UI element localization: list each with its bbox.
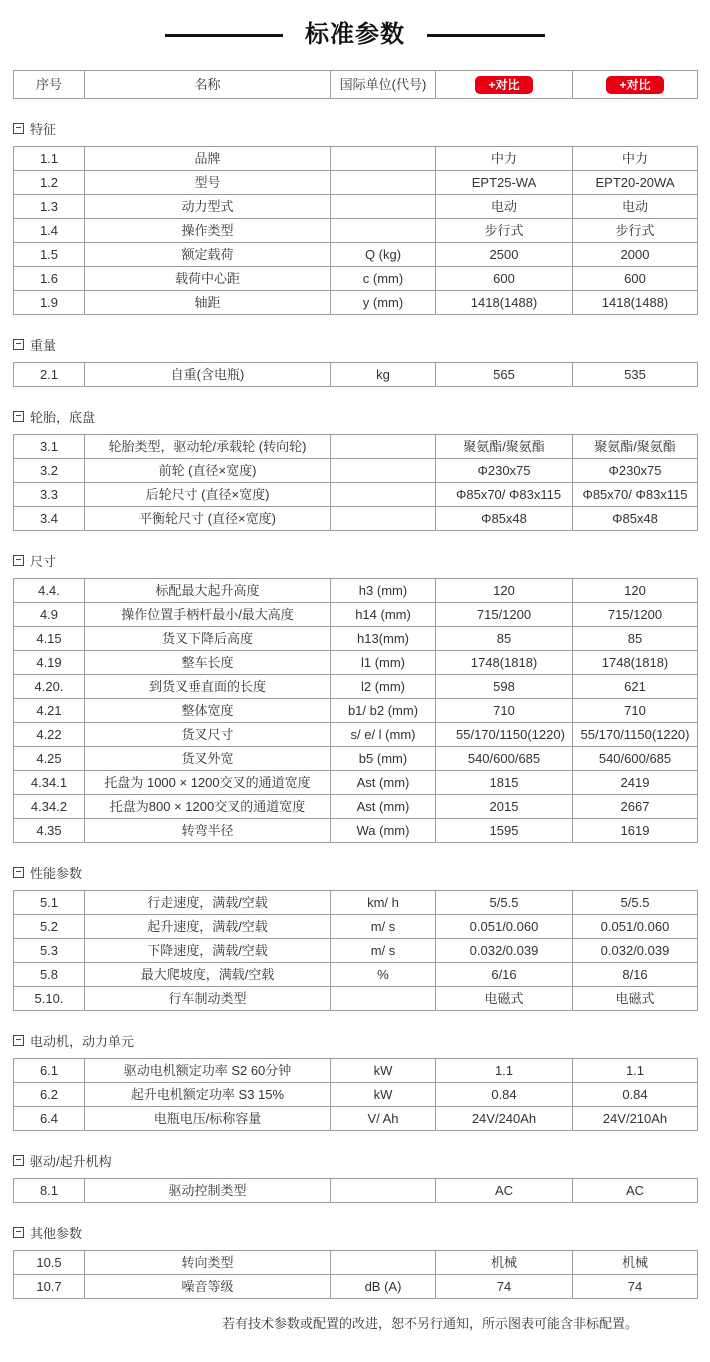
row-no: 5.3 [14, 938, 85, 962]
collapse-minus-icon[interactable] [13, 1227, 24, 1238]
table-row [14, 1178, 698, 1202]
row-name: 噪音等级 [85, 1274, 331, 1298]
row-value-2: 中力 [573, 146, 698, 170]
row-no: 4.35 [14, 818, 85, 842]
row-value-1: 600 [436, 266, 573, 290]
section-table [13, 1058, 698, 1131]
columns-header-row [14, 70, 698, 98]
table-row [14, 266, 698, 290]
row-no: 5.2 [14, 914, 85, 938]
collapse-minus-icon[interactable] [13, 411, 24, 422]
section-6 [13, 1151, 697, 1203]
row-name: 额定载荷 [85, 242, 331, 266]
row-value-2: 0.032/0.039 [573, 938, 698, 962]
row-value-1: 聚氨酯/聚氨酯 [436, 434, 573, 458]
table-row [14, 1274, 698, 1298]
collapse-minus-icon[interactable] [13, 339, 24, 350]
table-row [14, 170, 698, 194]
section-header [13, 1151, 697, 1170]
footer-note: 若有技术参数或配置的改进，恕不另行通知，所示图表可能含非标配置。 [221, 1315, 638, 1331]
columns-header-table [13, 70, 698, 99]
row-name: 整体宽度 [85, 698, 331, 722]
row-unit: Ast (mm) [331, 770, 436, 794]
column-header-no: 序号 [14, 70, 85, 98]
collapse-minus-icon[interactable] [13, 555, 24, 566]
section-label-text: 尺寸 [30, 553, 57, 569]
row-value-2: 电动 [573, 194, 698, 218]
row-value-1: AC [436, 1178, 573, 1202]
row-value-2: Φ230x75 [573, 458, 698, 482]
row-value-2: 2000 [573, 242, 698, 266]
table-row [14, 1058, 698, 1082]
row-no: 3.3 [14, 482, 85, 506]
row-value-2: 8/16 [573, 962, 698, 986]
row-unit [331, 986, 436, 1010]
table-row [14, 1250, 698, 1274]
column-header-unit: 国际单位(代号) [331, 70, 436, 98]
row-no: 5.10. [14, 986, 85, 1010]
row-name: 前轮 (直径×宽度) [85, 458, 331, 482]
row-value-2: 0.84 [573, 1082, 698, 1106]
row-no: 4.20. [14, 674, 85, 698]
section-table [13, 1250, 698, 1299]
row-name: 品牌 [85, 146, 331, 170]
row-name: 货叉尺寸 [85, 722, 331, 746]
row-value-1: 电磁式 [436, 986, 573, 1010]
row-value-2: 715/1200 [573, 602, 698, 626]
row-value-1: 540/600/685 [436, 746, 573, 770]
row-value-2: 540/600/685 [573, 746, 698, 770]
row-name: 电瓶电压/标称容量 [85, 1106, 331, 1130]
section-table [13, 1178, 698, 1203]
row-unit: l2 (mm) [331, 674, 436, 698]
table-row [14, 482, 698, 506]
row-name: 转弯半径 [85, 818, 331, 842]
table-row [14, 746, 698, 770]
section-label-text: 电动机，动力单元 [30, 1033, 135, 1049]
section-header [13, 1223, 697, 1242]
compare-cell-1 [436, 70, 573, 98]
row-value-1: 6/16 [436, 962, 573, 986]
row-value-2: 120 [573, 578, 698, 602]
row-unit: Wa (mm) [331, 818, 436, 842]
row-value-1: 85 [436, 626, 573, 650]
row-value-1: 120 [436, 578, 573, 602]
row-no: 5.8 [14, 962, 85, 986]
table-row [14, 674, 698, 698]
row-no: 4.15 [14, 626, 85, 650]
row-name: 驱动控制类型 [85, 1178, 331, 1202]
table-row [14, 242, 698, 266]
row-value-1: 710 [436, 698, 573, 722]
row-no: 2.1 [14, 362, 85, 386]
row-value-2: 74 [573, 1274, 698, 1298]
table-row [14, 890, 698, 914]
table-row [14, 1082, 698, 1106]
row-unit [331, 458, 436, 482]
row-name: 行车制动类型 [85, 986, 331, 1010]
row-no: 6.4 [14, 1106, 85, 1130]
row-value-1: 电动 [436, 194, 573, 218]
row-value-1: 5/5.5 [436, 890, 573, 914]
row-value-2: Φ85x70/ Φ83x115 [573, 482, 698, 506]
row-value-1: 步行式 [436, 218, 573, 242]
table-row [14, 986, 698, 1010]
table-row [14, 434, 698, 458]
section-7 [13, 1223, 697, 1299]
row-value-1: Φ230x75 [436, 458, 573, 482]
row-name: 操作位置手柄杆最小/最大高度 [85, 602, 331, 626]
row-value-2: 1.1 [573, 1058, 698, 1082]
section-header [13, 1031, 697, 1050]
row-no: 1.4 [14, 218, 85, 242]
row-value-1: 机械 [436, 1250, 573, 1274]
section-label-text: 其他参数 [30, 1225, 83, 1241]
row-name: 托盘为800 × 1200交叉的通道宽度 [85, 794, 331, 818]
section-2 [13, 407, 697, 531]
row-value-2: 535 [573, 362, 698, 386]
section-header [13, 119, 697, 138]
row-no: 10.5 [14, 1250, 85, 1274]
row-name: 起升速度，满载/空载 [85, 914, 331, 938]
table-row [14, 818, 698, 842]
row-no: 4.34.1 [14, 770, 85, 794]
row-name: 货叉外宽 [85, 746, 331, 770]
collapse-minus-icon[interactable] [13, 867, 24, 878]
section-label-text: 性能参数 [30, 865, 83, 881]
row-value-1: 715/1200 [436, 602, 573, 626]
row-name: 行走速度，满载/空载 [85, 890, 331, 914]
row-value-1: 1595 [436, 818, 573, 842]
section-header [13, 407, 697, 426]
row-value-2: 24V/210Ah [573, 1106, 698, 1130]
row-unit: h3 (mm) [331, 578, 436, 602]
row-unit [331, 434, 436, 458]
row-unit: kW [331, 1058, 436, 1082]
section-table [13, 146, 698, 315]
page-title: 标准参数 [305, 21, 405, 48]
row-unit [331, 482, 436, 506]
collapse-minus-icon[interactable] [13, 1155, 24, 1166]
table-row [14, 794, 698, 818]
section-table [13, 362, 698, 387]
row-unit [331, 146, 436, 170]
row-unit: m/ s [331, 914, 436, 938]
row-unit [331, 194, 436, 218]
row-value-1: Φ85x70/ Φ83x115 [436, 482, 573, 506]
row-value-2: 710 [573, 698, 698, 722]
row-value-1: 0.84 [436, 1082, 573, 1106]
row-no: 4.9 [14, 602, 85, 626]
section-table [13, 578, 698, 843]
row-no: 3.2 [14, 458, 85, 482]
compare-button-2[interactable]: +对比 [606, 76, 663, 94]
row-unit: y (mm) [331, 290, 436, 314]
table-row [14, 1106, 698, 1130]
table-row [14, 650, 698, 674]
row-value-1: 74 [436, 1274, 573, 1298]
row-value-2: 600 [573, 266, 698, 290]
row-value-2: EPT20-20WA [573, 170, 698, 194]
row-unit: h13(mm) [331, 626, 436, 650]
table-row [14, 218, 698, 242]
row-name: 到货叉垂直面的长度 [85, 674, 331, 698]
table-row [14, 626, 698, 650]
row-unit: m/ s [331, 938, 436, 962]
section-label-text: 特征 [30, 121, 57, 137]
section-5 [13, 1031, 697, 1131]
row-value-1: 中力 [436, 146, 573, 170]
row-no: 4.22 [14, 722, 85, 746]
table-row [14, 578, 698, 602]
row-name: 轮胎类型，驱动轮/承载轮 (转向轮) [85, 434, 331, 458]
row-name: 型号 [85, 170, 331, 194]
row-unit: Ast (mm) [331, 794, 436, 818]
row-no: 6.1 [14, 1058, 85, 1082]
row-value-1: 1418(1488) [436, 290, 573, 314]
section-table [13, 890, 698, 1011]
row-value-2: 621 [573, 674, 698, 698]
row-unit: h14 (mm) [331, 602, 436, 626]
table-row [14, 962, 698, 986]
table-row [14, 914, 698, 938]
row-unit: kW [331, 1082, 436, 1106]
row-unit [331, 218, 436, 242]
table-row [14, 506, 698, 530]
row-no: 1.3 [14, 194, 85, 218]
row-no: 1.9 [14, 290, 85, 314]
table-row [14, 290, 698, 314]
row-value-2: 步行式 [573, 218, 698, 242]
row-value-1: 24V/240Ah [436, 1106, 573, 1130]
row-value-2: 1418(1488) [573, 290, 698, 314]
row-value-2: 1748(1818) [573, 650, 698, 674]
row-name: 动力型式 [85, 194, 331, 218]
row-value-2: 85 [573, 626, 698, 650]
row-unit: b1/ b2 (mm) [331, 698, 436, 722]
row-no: 4.4. [14, 578, 85, 602]
row-unit: km/ h [331, 890, 436, 914]
section-label-text: 驱动/起升机构 [30, 1153, 112, 1169]
row-value-1: 598 [436, 674, 573, 698]
row-no: 3.1 [14, 434, 85, 458]
row-unit [331, 1250, 436, 1274]
row-value-1: 1815 [436, 770, 573, 794]
row-no: 1.2 [14, 170, 85, 194]
row-value-1: 1748(1818) [436, 650, 573, 674]
table-row [14, 194, 698, 218]
row-value-2: 2667 [573, 794, 698, 818]
table-row [14, 458, 698, 482]
row-value-2: 0.051/0.060 [573, 914, 698, 938]
compare-cell-2 [573, 70, 698, 98]
row-no: 4.19 [14, 650, 85, 674]
row-name: 标配最大起升高度 [85, 578, 331, 602]
row-no: 4.34.2 [14, 794, 85, 818]
row-name: 起升电机额定功率 S3 15% [85, 1082, 331, 1106]
row-name: 整车长度 [85, 650, 331, 674]
row-value-2: 机械 [573, 1250, 698, 1274]
table-row [14, 770, 698, 794]
compare-button-1[interactable]: +对比 [475, 76, 532, 94]
row-name: 轴距 [85, 290, 331, 314]
row-name: 平衡轮尺寸 (直径×宽度) [85, 506, 331, 530]
row-unit: c (mm) [331, 266, 436, 290]
table-row [14, 602, 698, 626]
title-row [13, 0, 697, 70]
section-header [13, 863, 697, 882]
title-left-line [165, 34, 283, 37]
section-0 [13, 119, 697, 315]
row-unit [331, 170, 436, 194]
row-no: 10.7 [14, 1274, 85, 1298]
row-value-1: Φ85x48 [436, 506, 573, 530]
section-header [13, 335, 697, 354]
table-row [14, 722, 698, 746]
table-row [14, 362, 698, 386]
row-value-1: 55/170/1150(1220) [436, 722, 573, 746]
sections [13, 119, 697, 1299]
row-value-2: 2419 [573, 770, 698, 794]
row-value-1: 2500 [436, 242, 573, 266]
section-3 [13, 551, 697, 843]
table-row [14, 146, 698, 170]
collapse-minus-icon[interactable] [13, 123, 24, 134]
row-value-2: 55/170/1150(1220) [573, 722, 698, 746]
row-name: 载荷中心距 [85, 266, 331, 290]
row-unit: dB (A) [331, 1274, 436, 1298]
row-name: 托盘为 1000 × 1200交叉的通道宽度 [85, 770, 331, 794]
row-name: 货叉下降后高度 [85, 626, 331, 650]
row-value-2: Φ85x48 [573, 506, 698, 530]
row-no: 6.2 [14, 1082, 85, 1106]
row-unit: V/ Ah [331, 1106, 436, 1130]
row-name: 自重(含电瓶) [85, 362, 331, 386]
row-name: 操作类型 [85, 218, 331, 242]
row-value-1: 0.032/0.039 [436, 938, 573, 962]
table-row [14, 698, 698, 722]
row-no: 5.1 [14, 890, 85, 914]
section-1 [13, 335, 697, 387]
section-label-text: 轮胎，底盘 [30, 409, 96, 425]
title-right-line [427, 34, 545, 37]
row-no: 8.1 [14, 1178, 85, 1202]
row-no: 4.25 [14, 746, 85, 770]
row-value-1: EPT25-WA [436, 170, 573, 194]
row-value-2: 1619 [573, 818, 698, 842]
column-header-name: 名称 [85, 70, 331, 98]
row-unit: b5 (mm) [331, 746, 436, 770]
table-row [14, 938, 698, 962]
collapse-minus-icon[interactable] [13, 1035, 24, 1046]
row-name: 后轮尺寸 (直径×宽度) [85, 482, 331, 506]
row-unit: % [331, 962, 436, 986]
row-no: 4.21 [14, 698, 85, 722]
row-no: 3.4 [14, 506, 85, 530]
row-value-2: 聚氨酯/聚氨酯 [573, 434, 698, 458]
row-no: 1.6 [14, 266, 85, 290]
row-unit [331, 506, 436, 530]
row-unit [331, 1178, 436, 1202]
section-header [13, 551, 697, 570]
row-unit: s/ e/ l (mm) [331, 722, 436, 746]
row-value-2: 5/5.5 [573, 890, 698, 914]
section-table [13, 434, 698, 531]
row-name: 驱动电机额定功率 S2 60分钟 [85, 1058, 331, 1082]
section-4 [13, 863, 697, 1011]
row-name: 转向类型 [85, 1250, 331, 1274]
row-unit: Q (kg) [331, 242, 436, 266]
section-label-text: 重量 [30, 337, 57, 353]
row-value-2: 电磁式 [573, 986, 698, 1010]
row-no: 1.5 [14, 242, 85, 266]
row-value-1: 2015 [436, 794, 573, 818]
row-name: 最大爬坡度，满载/空载 [85, 962, 331, 986]
row-value-2: AC [573, 1178, 698, 1202]
row-unit: kg [331, 362, 436, 386]
row-value-1: 1.1 [436, 1058, 573, 1082]
row-value-1: 0.051/0.060 [436, 914, 573, 938]
row-name: 下降速度，满载/空载 [85, 938, 331, 962]
row-unit: l1 (mm) [331, 650, 436, 674]
row-value-1: 565 [436, 362, 573, 386]
row-no: 1.1 [14, 146, 85, 170]
